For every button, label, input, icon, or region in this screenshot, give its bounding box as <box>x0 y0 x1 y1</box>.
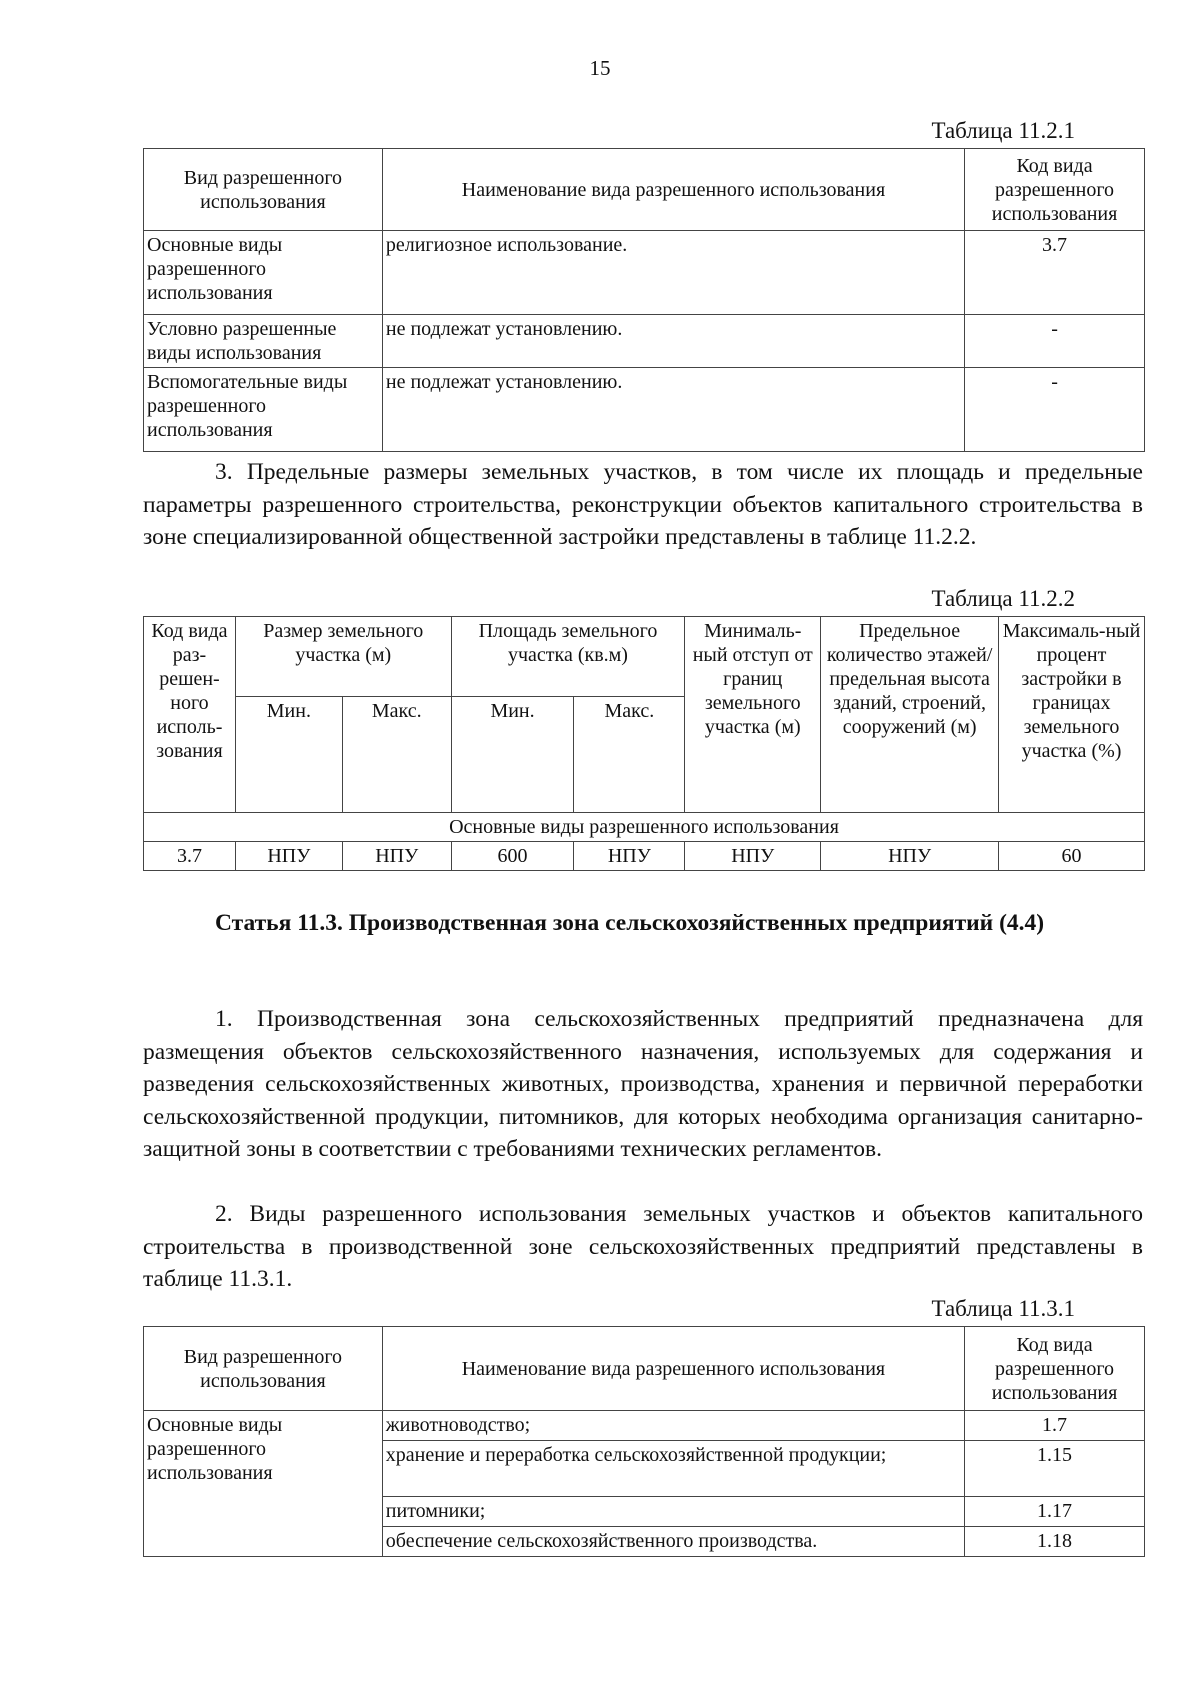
table-caption: Таблица 11.2.2 <box>931 586 1075 611</box>
paragraph: 3. Предельные размеры земельных участков, в том числе их площадь и предельные параметры разрешенного строительства, реконструкции объектов капитального строительства в зоне специализированной общественной застройки представлены в таблице 11.2.2. <box>143 459 1143 550</box>
use-name-cell: обеспечение сельскохозяйственного производства. <box>382 1527 964 1557</box>
use-code-cell: 1.18 <box>965 1527 1145 1557</box>
section-label: Основные виды разрешенного использования <box>144 813 1145 842</box>
header-cell: Вид разрешенного использования <box>144 1327 383 1411</box>
header-cell: Максималь-ный процент застройки в границах земельного участка (%) <box>999 617 1145 813</box>
use-name-cell: не подлежат установлению. <box>382 368 964 452</box>
table-row <box>144 315 1145 368</box>
header-cell: Наименование вида разрешенного использования <box>382 149 964 231</box>
table-cell: НПУ <box>574 842 685 871</box>
use-code-cell: 1.7 <box>965 1411 1145 1441</box>
table-row <box>144 842 1145 871</box>
use-type-cell: Основные виды разрешенного использования <box>144 231 383 315</box>
table-caption: Таблица 11.3.1 <box>931 1296 1075 1321</box>
paragraph: 1. Производственная зона сельскохозяйственных предприятий предназначена для размещения объектов сельскохозяйственного назначения, используемых для содержания и разведения сельскохозяйственных животных, производства, хранения и первичной переработки сельскохозяйственной продукции, питомников, для которых необходима организация санитарно-защитной зоны в соответствии с требованиями технических регламентов. <box>143 1006 1143 1162</box>
header-cell: Предельное количество этажей/ предельная высота зданий, строений, сооружений (м) <box>821 617 999 813</box>
header-cell: Код вида раз-решен-ного исполь-зования <box>144 617 236 813</box>
use-code-cell: 3.7 <box>965 231 1145 315</box>
use-type-cell: Вспомогательные виды разрешенного использования <box>144 368 383 452</box>
table-cell: 60 <box>999 842 1145 871</box>
table-row <box>144 231 1145 315</box>
section-row <box>144 813 1145 842</box>
permitted-use-table-11-2-1 <box>143 148 1145 452</box>
parameters-table-11-2-2 <box>143 616 1145 871</box>
header-cell: Код вида разрешенного использования <box>965 149 1145 231</box>
page-number: 15 <box>589 56 611 80</box>
use-name-cell: животноводство; <box>382 1411 964 1441</box>
use-code-cell: - <box>965 315 1145 368</box>
header-cell: Минималь-ный отступ от границ земельного участка (м) <box>685 617 821 813</box>
use-code-cell: 1.15 <box>965 1441 1145 1497</box>
header-cell: Мин. <box>235 697 342 813</box>
use-name-cell: питомники; <box>382 1497 964 1527</box>
table-header-row <box>144 1327 1145 1411</box>
header-cell: Мин. <box>451 697 574 813</box>
permitted-use-table-11-3-1 <box>143 1326 1145 1557</box>
header-cell: Код вида разрешенного использования <box>965 1327 1145 1411</box>
table-header-row <box>144 617 1145 697</box>
table-cell: 600 <box>451 842 574 871</box>
header-cell: Макс. <box>342 697 451 813</box>
article-heading: Статья 11.3. Производственная зона сельскохозяйственных предприятий (4.4) <box>215 910 1045 936</box>
table-row <box>144 368 1145 452</box>
paragraph: 2. Виды разрешенного использования земельных участков и объектов капитального строительства в производственной зоне сельскохозяйственных предприятий представлены в таблице 11.3.1. <box>143 1201 1143 1292</box>
header-cell: Наименование вида разрешенного использования <box>382 1327 964 1411</box>
header-cell: Вид разрешенного использования <box>144 149 383 231</box>
use-code-cell: - <box>965 368 1145 452</box>
table-cell: НПУ <box>685 842 821 871</box>
use-name-cell: не подлежат установлению. <box>382 315 964 368</box>
header-cell: Площадь земельного участка (кв.м) <box>451 617 685 697</box>
use-type-cell: Условно разрешенные виды использования <box>144 315 383 368</box>
use-code-cell: 1.17 <box>965 1497 1145 1527</box>
table-cell: НПУ <box>235 842 342 871</box>
table-cell: 3.7 <box>144 842 236 871</box>
use-name-cell: религиозное использование. <box>382 231 964 315</box>
table-cell: НПУ <box>342 842 451 871</box>
table-cell: НПУ <box>821 842 999 871</box>
use-name-cell: хранение и переработка сельскохозяйственной продукции; <box>382 1441 964 1497</box>
table-caption: Таблица 11.2.1 <box>931 118 1075 143</box>
header-cell: Размер земельного участка (м) <box>235 617 451 697</box>
table-row <box>144 1411 1145 1441</box>
use-type-cell: Основные виды разрешенного использования <box>144 1411 383 1557</box>
header-cell: Макс. <box>574 697 685 813</box>
table-header-row <box>144 149 1145 231</box>
